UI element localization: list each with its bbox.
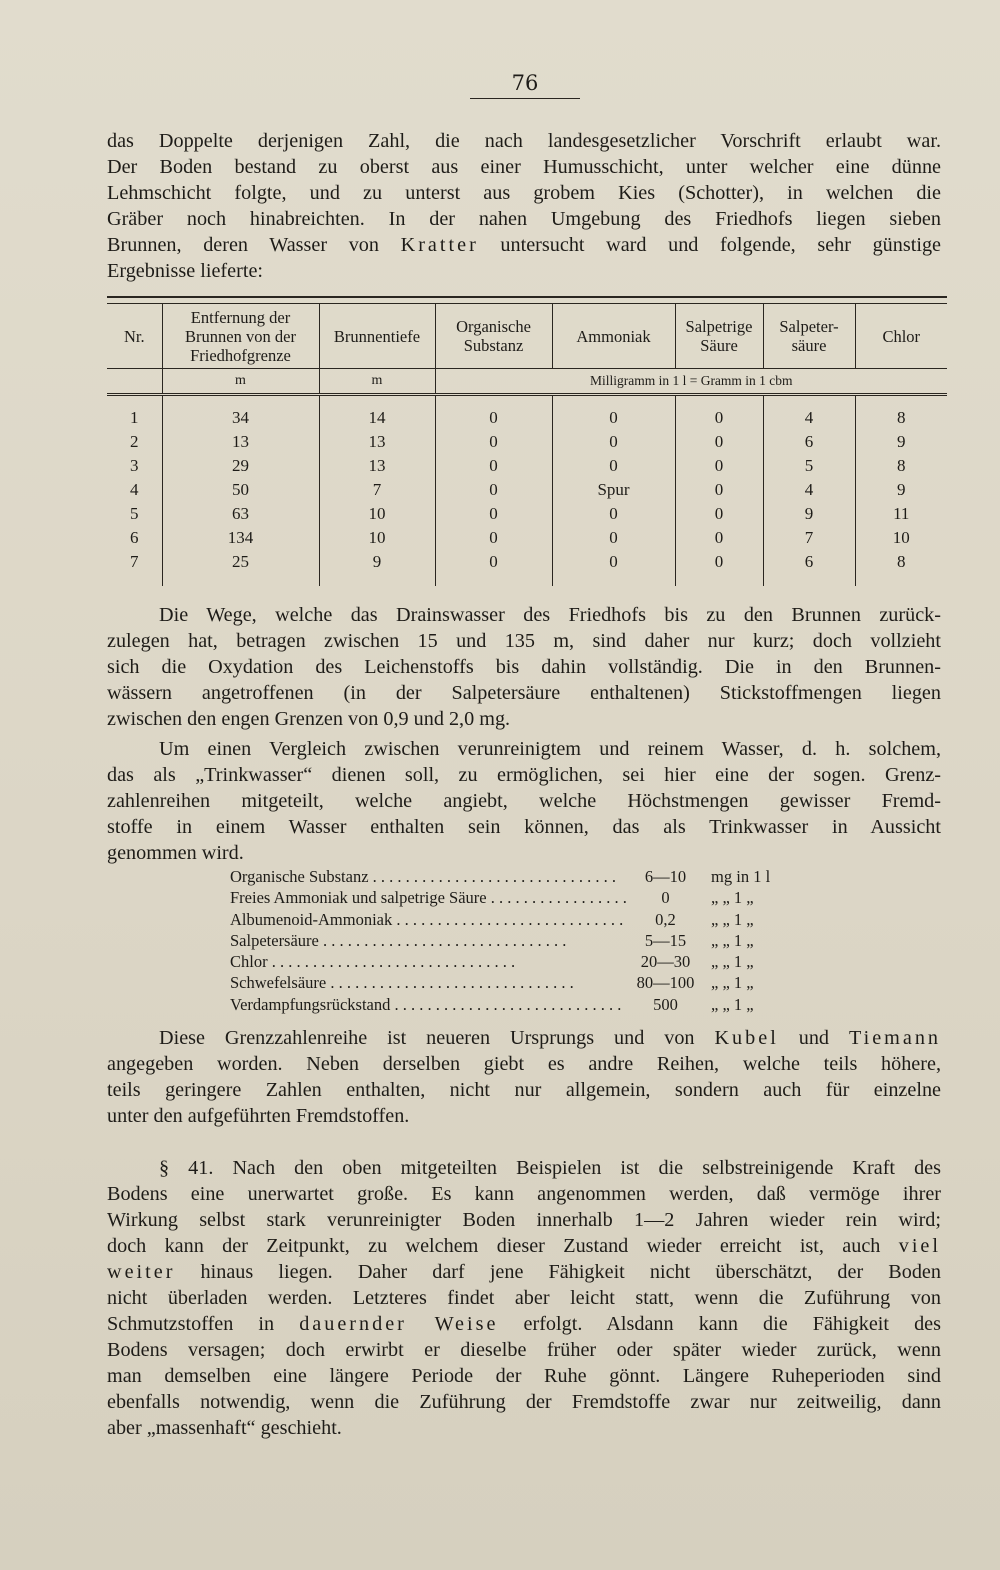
unit-distance: m <box>162 369 319 395</box>
well-analysis-table <box>107 296 947 586</box>
table-cell: 9 <box>319 550 435 586</box>
table-cell: 8 <box>855 454 947 478</box>
limit-label: Freies Ammoniak und salpetrige Säure . . . <box>230 887 626 908</box>
limit-value: 5—15 <box>644 930 687 950</box>
table-cell: 0 <box>552 550 675 586</box>
text-line: sich die Oxydation des Leichenstoffs bis dahin vollständig. Die in den Brunnen- <box>107 656 941 678</box>
table-cell: 10 <box>855 526 947 550</box>
limit-label: Organische Substanz . . . <box>230 866 626 887</box>
table-cell: 2 <box>130 432 139 451</box>
limit-unit: „ „ 1 „ <box>711 930 754 950</box>
paragraph-limits-source <box>107 1025 941 1129</box>
text-segment: und <box>778 1027 849 1049</box>
table-cell: 6 <box>763 430 855 454</box>
table-top-rule <box>107 296 947 304</box>
table-cell: 0 <box>675 395 763 431</box>
table-cell: 13 <box>319 454 435 478</box>
text-line <box>107 1025 941 1051</box>
text-line: stoffe in einem Wasser enthalten sein können, das als Trinkwasser in Aussicht <box>107 816 941 838</box>
table-cell: 50 <box>162 478 319 502</box>
table-cell: 0 <box>552 395 675 431</box>
header-ammonia: Ammoniak <box>552 304 675 369</box>
text-line: Um einen Vergleich zwischen verunreinigtem und reinem Wasser, d. h. solchem, <box>159 738 941 760</box>
table-row <box>107 395 947 431</box>
limit-label: Albumenoid-Ammoniak . . . <box>230 909 626 930</box>
table-cell: 8 <box>855 550 947 586</box>
header-chlorine: Chlor <box>855 304 947 369</box>
table-cell: 0 <box>675 502 763 526</box>
limit-value: 0,2 <box>655 909 676 929</box>
table-row <box>107 526 947 550</box>
table-cell: 0 <box>435 430 552 454</box>
table-cell: 0 <box>675 526 763 550</box>
limit-unit: „ „ 1 „ <box>711 909 754 929</box>
text-line <box>107 1259 941 1285</box>
unit-note: Milligramm in 1 l = Gramm in 1 cbm <box>435 369 947 395</box>
table-cell: 0 <box>675 550 763 586</box>
text-line: zulegen hat, betragen zwischen 15 und 135 m, sind daher nur kurz; doch vollzieht <box>107 630 941 652</box>
text-line: Lehmschicht folgte, und zu unterst aus grobem Kies (Schotter), in welchen die <box>107 182 941 204</box>
limit-value: 80—100 <box>636 973 695 993</box>
text-line: Der Boden bestand zu oberst aus einer Humusschicht, unter welcher eine dünne <box>107 156 941 178</box>
table-header-row <box>107 304 947 369</box>
table-row <box>107 478 947 502</box>
paragraph-comparison <box>107 736 941 866</box>
text-line: Ergebnisse lieferte: <box>107 260 264 282</box>
text-line: genommen wird. <box>107 842 244 864</box>
unit-depth: m <box>319 369 435 395</box>
table-cell: 4 <box>763 395 855 431</box>
table-cell: 10 <box>319 502 435 526</box>
table-cell: 9 <box>855 478 947 502</box>
table-cell: 7 <box>763 526 855 550</box>
limit-row <box>230 930 810 951</box>
spaced-emphasis: dauernder Weise <box>299 1313 499 1335</box>
table-cell: 11 <box>855 502 947 526</box>
spaced-emphasis: Kratter <box>400 234 479 256</box>
table-cell: 34 <box>162 395 319 431</box>
table-cell: 9 <box>855 430 947 454</box>
table-row <box>107 502 947 526</box>
table-cell: 0 <box>435 526 552 550</box>
spaced-emphasis: Kubel <box>714 1027 779 1049</box>
text-line: ebenfalls notwendig, wenn die Zuführung der Fremdstoffe zwar nur zeitweilig, dann <box>107 1391 941 1413</box>
table-cell: 0 <box>435 550 552 586</box>
text-line: zahlenreihen mitgeteilt, welche angiebt, welche Höchstmengen gewisser Fremd- <box>107 790 941 812</box>
limit-value: 20—30 <box>640 952 691 972</box>
table-cell: 0 <box>552 502 675 526</box>
text-segment: untersucht ward und folgende, sehr günstige <box>478 234 941 256</box>
table-cell: Spur <box>552 478 675 502</box>
header-nitrite: Salpetrige Säure <box>675 304 763 369</box>
text-line: Bodens eine unerwartet große. Es kann angenommen werden, daß vermöge ihrer <box>107 1183 941 1205</box>
table-cell: 14 <box>319 395 435 431</box>
table-cell: 10 <box>319 526 435 550</box>
text-line: teils geringere Zahlen enthalten, nicht nur allgemein, sondern auch für einzelne <box>107 1079 941 1101</box>
text-line <box>107 232 941 258</box>
table-cell: 0 <box>675 454 763 478</box>
limit-label: Schwefelsäure . . . <box>230 972 626 993</box>
limit-row <box>230 866 810 887</box>
unit-empty <box>107 369 162 395</box>
text-line: unter den aufgeführten Fremdstoffen. <box>107 1105 410 1127</box>
table-row <box>107 430 947 454</box>
table-cell: 0 <box>552 526 675 550</box>
table-cell: 63 <box>162 502 319 526</box>
text-line: aber „massenhaft“ geschieht. <box>107 1417 342 1439</box>
text-segment: Schmutzstoffen in <box>107 1313 300 1335</box>
table-cell: 0 <box>435 502 552 526</box>
table-cell: 0 <box>435 395 552 431</box>
table-cell: 1 <box>130 408 139 427</box>
text-segment: Diese Grenzzahlenreihe ist neueren Ursprungs und von <box>159 1027 715 1049</box>
paragraph-drainage <box>107 602 941 732</box>
table-cell: 8 <box>855 395 947 431</box>
table-cell: 6 <box>130 528 139 547</box>
text-segment: hinaus liegen. Daher darf jene Fähigkeit nicht überschätzt, der Boden <box>175 1261 941 1283</box>
text-line <box>107 1311 941 1337</box>
header-nr: Nr. <box>123 326 145 346</box>
table-cell: 0 <box>675 430 763 454</box>
table-cell: 29 <box>162 454 319 478</box>
text-line: Wirkung selbst stark verunreinigter Boden innerhalb 1—2 Jahren wieder rein wird; <box>107 1209 941 1231</box>
table-cell: 6 <box>763 550 855 586</box>
limit-value: 0 <box>661 888 670 908</box>
limit-unit: „ „ 1 „ <box>711 952 754 972</box>
table-row <box>107 550 947 586</box>
text-line: Gräber noch hinabreichten. In der nahen Umgebung des Friedhofs liegen sieben <box>107 208 941 230</box>
header-distance: Entfernung der Brunnen von der Friedhofgrenze <box>162 304 319 369</box>
text-line: zwischen den engen Grenzen von 0,9 und 2,0 mg. <box>107 708 511 730</box>
limit-label: Salpetersäure . . . <box>230 930 626 951</box>
text-line <box>107 1233 941 1259</box>
limit-unit: „ „ 1 „ <box>711 994 754 1014</box>
table-cell: 25 <box>162 550 319 586</box>
limit-row <box>230 994 810 1015</box>
spaced-emphasis: viel <box>898 1235 941 1257</box>
limit-value: 6—10 <box>644 867 687 886</box>
text-line: das als „Trinkwasser“ dienen soll, zu ermöglichen, sei hier eine der sogen. Grenz- <box>107 764 941 786</box>
table-cell: 5 <box>763 454 855 478</box>
limit-unit: mg in 1 l <box>711 867 771 886</box>
spaced-emphasis: Tiemann <box>848 1027 942 1049</box>
limit-label: Chlor . . . <box>230 951 626 972</box>
table-cell: 7 <box>130 552 139 571</box>
table-body <box>107 395 947 587</box>
table-cell: 0 <box>552 430 675 454</box>
limit-unit: „ „ 1 „ <box>711 973 754 993</box>
spaced-emphasis: weiter <box>107 1261 176 1283</box>
table-cell: 0 <box>675 478 763 502</box>
table-cell: 0 <box>552 454 675 478</box>
limit-unit: „ „ 1 „ <box>711 888 754 908</box>
table-cell: 7 <box>319 478 435 502</box>
table-cell: 13 <box>162 430 319 454</box>
header-organic: Organische Substanz <box>435 304 552 369</box>
table-cell: 3 <box>130 456 139 475</box>
table-row <box>107 454 947 478</box>
table-cell: 0 <box>435 454 552 478</box>
text-line: § 41. Nach den oben mitgeteilten Beispielen ist die selbstreinigende Kraft des <box>159 1157 941 1179</box>
text-line: Die Wege, welche das Drainswasser des Friedhofs bis zu den Brunnen zurück- <box>159 604 941 626</box>
text-line: wässern angetroffenen (in der Salpetersäure enthaltenen) Stickstoffmengen liegen <box>107 682 941 704</box>
table-cell: 4 <box>130 480 139 499</box>
paragraph-section-41 <box>107 1155 941 1441</box>
header-nitrate: Salpeter-säure <box>763 304 855 369</box>
limit-values-list <box>230 866 810 1015</box>
limit-value: 500 <box>653 994 678 1014</box>
header-depth: Brunnentiefe <box>319 304 435 369</box>
text-segment: doch kann der Zeitpunkt, zu welchem dieser Zustand wieder erreicht ist, auch <box>107 1235 899 1257</box>
text-line: nicht überladen werden. Letzteres findet aber leicht statt, wenn die Zuführung von <box>107 1287 941 1309</box>
text-segment: Brunnen, deren Wasser von <box>107 234 401 256</box>
paragraph-intro <box>107 128 941 284</box>
text-line: Bodens versagen; doch erwirbt er dieselbe früher oder später wieder zurück, wenn <box>107 1339 941 1361</box>
text-line: angegeben worden. Neben derselben giebt es andre Reihen, welche teils höhere, <box>107 1053 941 1075</box>
table-cell: 0 <box>435 478 552 502</box>
page-number: 76 <box>470 70 580 99</box>
limit-row <box>230 909 810 930</box>
limit-row <box>230 951 810 972</box>
table-cell: 9 <box>763 502 855 526</box>
text-segment: erfolgt. Alsdann kann die Fähigkeit des <box>498 1313 941 1335</box>
table-cell: 13 <box>319 430 435 454</box>
table-cell: 5 <box>130 504 139 523</box>
text-line: das Doppelte derjenigen Zahl, die nach landesgesetzlicher Vorschrift erlaubt war. <box>107 130 941 152</box>
limit-label: Verdampfungsrückstand . . . <box>230 994 626 1015</box>
text-line: man demselben eine längere Periode der Ruhe gönnt. Längere Ruheperioden sind <box>107 1365 941 1387</box>
limit-row <box>230 887 810 908</box>
table-cell: 4 <box>763 478 855 502</box>
limit-row <box>230 972 810 993</box>
table-units-row <box>107 369 947 395</box>
table-cell: 134 <box>162 526 319 550</box>
